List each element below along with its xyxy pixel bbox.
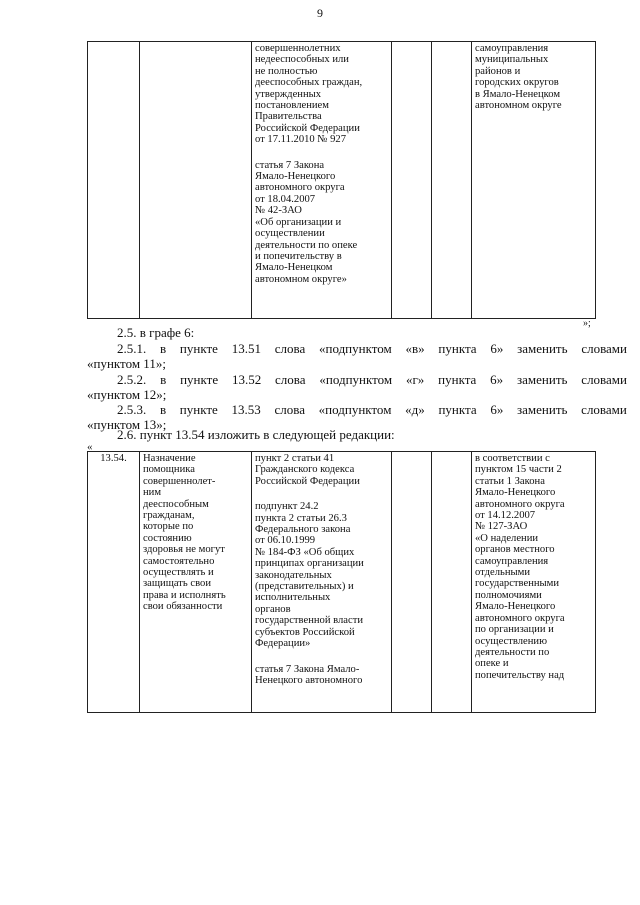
page-number: 9 bbox=[317, 6, 323, 20]
amendment-2-5: 2.5. в графе 6: bbox=[117, 325, 195, 340]
top-law-text-2: статья 7 Закона Ямало-Ненецкого автономного округа от 18.04.2007 № 42-ЗАО «Об организации и осуществлении деятельности по опеке и попечительству в Ямало-Ненецком автономном округе» bbox=[255, 159, 358, 285]
word: в bbox=[160, 341, 167, 356]
top-name-cell bbox=[140, 42, 252, 319]
amendment-2-5-2-line2: «пунктом 12»; bbox=[87, 387, 167, 402]
word: заменить bbox=[517, 402, 568, 417]
word: заменить bbox=[517, 372, 568, 387]
word: 6» bbox=[490, 402, 504, 417]
word: «в» bbox=[405, 341, 425, 356]
opening-quote: « bbox=[87, 441, 93, 453]
word: пункте bbox=[179, 341, 218, 356]
word: пункте bbox=[179, 402, 218, 417]
word: «подпунктом bbox=[319, 372, 393, 387]
top-law-text-1: совершеннолетних недееспособных или не полностью дееспособных граждан, утвержденных постановлением Правительства Российской Федерации от 17.11.2010 № 927 bbox=[255, 43, 363, 146]
top-law-cell bbox=[252, 42, 392, 319]
word: 13.52 bbox=[231, 372, 262, 387]
row-resp-cell bbox=[472, 452, 596, 713]
row-law-text-1: пункт 2 статьи 41 Гражданского кодекса Российской Федерации bbox=[255, 453, 360, 487]
amendment-2-5-2-line1 bbox=[87, 373, 627, 387]
word: пункте bbox=[180, 372, 219, 387]
row-law-cell bbox=[252, 452, 392, 713]
word: заменить bbox=[517, 341, 568, 356]
bottom-table-row-13-54 bbox=[87, 451, 596, 713]
top-number-cell bbox=[88, 42, 140, 319]
row-name-cell bbox=[140, 452, 252, 713]
word: слова bbox=[275, 372, 306, 387]
top-resp-text: самоуправления муниципальных районов и городских округов в Ямало-Ненецком автономном округе bbox=[475, 43, 562, 112]
top-col5-cell bbox=[432, 42, 472, 319]
word: 2.5.3. bbox=[117, 402, 147, 417]
top-table-fragment bbox=[87, 41, 596, 319]
word: пункта bbox=[438, 341, 477, 356]
row-law-text-3: статья 7 Закона Ямало- Ненецкого автономного bbox=[255, 663, 363, 686]
word: в bbox=[160, 372, 167, 387]
word: 13.53 bbox=[231, 402, 261, 417]
row-resp-text: в соответствии с пунктом 15 части 2 статьи 1 Закона Ямало-Ненецкого автономного округа от 14.12.2007 № 127-ЗАО «О наделении органов местного самоуправления отдельными государственными полномочиями Ямало-Ненецкого автономного округа по организации и осуществлению деятельности по опеке и попечительству над bbox=[475, 453, 565, 681]
row-col5-cell bbox=[432, 452, 472, 713]
word: пункта bbox=[438, 402, 477, 417]
word: 13.51 bbox=[231, 341, 261, 356]
word: слова bbox=[274, 402, 305, 417]
word: «д» bbox=[405, 402, 425, 417]
word: 2.5.2. bbox=[117, 372, 147, 387]
amendment-2-5-1-line1 bbox=[87, 342, 627, 356]
top-resp-cell bbox=[472, 42, 596, 319]
word: словами bbox=[581, 372, 627, 387]
word: 6» bbox=[490, 341, 504, 356]
row-name-text: Назначение помощника совершеннолет- ним дееспособным гражданам, которые по состоянию здоровья не могут самостоятельно осуществлять и защищать свои права и исполнять свои обязанности bbox=[143, 453, 226, 613]
word: 6» bbox=[490, 372, 504, 387]
amendment-2-6: 2.6. пункт 13.54 изложить в следующей редакции: bbox=[117, 427, 395, 442]
word: в bbox=[159, 402, 167, 417]
word: «подпунктом bbox=[318, 402, 392, 417]
word: пункта bbox=[438, 372, 477, 387]
row-number-cell bbox=[88, 452, 140, 713]
amendment-2-5-1-line2: «пунктом 11»; bbox=[87, 356, 166, 371]
top-col4-cell bbox=[392, 42, 432, 319]
row-law-text-2: подпункт 24.2 пункта 2 статьи 26.3 Федерального закона от 06.10.1999 № 184-ФЗ «Об общих принципах организации законодательных (представительных) и исполнительных органов государственной власти субъектов Российской Федерации» bbox=[255, 501, 364, 650]
word: «подпунктом bbox=[318, 341, 392, 356]
word: словами bbox=[581, 341, 627, 356]
word: слова bbox=[274, 341, 306, 356]
closing-quote: »; bbox=[583, 318, 591, 329]
word: 2.5.1. bbox=[117, 341, 147, 356]
amendment-2-5-3-line2: «пунктом 13»; bbox=[87, 417, 167, 432]
word: «г» bbox=[405, 372, 425, 387]
amendment-2-5-3-line1 bbox=[87, 403, 627, 417]
word: словами bbox=[581, 402, 627, 417]
row-number: 13.54. bbox=[100, 453, 127, 464]
row-col4-cell bbox=[392, 452, 432, 713]
